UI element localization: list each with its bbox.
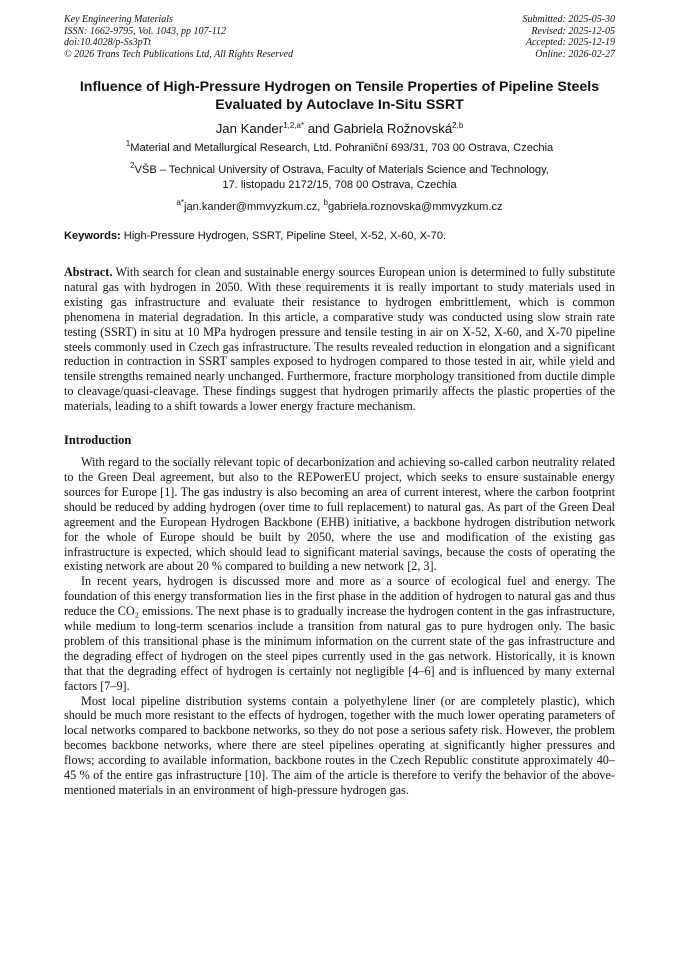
affiliation-2 xyxy=(64,163,615,193)
dates-info xyxy=(523,14,616,60)
author-separator: and xyxy=(304,121,334,136)
issn-line: ISSN: 1662-9795, Vol. 1043, pp 107-112 xyxy=(64,25,227,37)
affiliation-1 xyxy=(64,141,615,156)
introduction-paragraph-1: With regard to the socially relevant topic of decarbonization and achieving so-called carbon neutrality related to the Green Deal agreement, but also to the REPowerEU project, which seeks to ensure sustainable energy sources for Europe [1]. The gas industry is also becoming an area of current interest, where the carbon footprint should be reduced by adding hydrogen (over time to full replacement) to natural gas. As part of the Green Deal agreement and the European Hydrogen Backbone (EHB) initiative, a backbone hydrogen distribution network for the whole of Europe should be built by 2050, where the use and modification of the existing gas infrastructure is expected, which should lead to significant material savings, because the costs of operating the existing network are about 20 % compared to building a new network [2, 3]. xyxy=(64,455,615,574)
author-name: Jan Kander xyxy=(215,121,284,136)
copyright-line: © 2026 Trans Tech Publications Ltd, All Rights Reserved xyxy=(64,48,293,60)
email-superscript: b xyxy=(323,198,328,207)
revised-date: Revised: 2025-12-05 xyxy=(531,25,615,37)
abstract-label: Abstract. xyxy=(64,265,113,279)
affiliation-text: Material and Metallurgical Research, Ltd. Pohraniční 693/31, 703 00 Ostrava, Czechia xyxy=(130,142,554,154)
introduction-heading: Introduction xyxy=(64,433,132,448)
author-superscript: 1,2,a* xyxy=(283,121,305,130)
author-name: Gabriela Rožnovská xyxy=(333,121,453,136)
affiliation-2-line-2: 17. listopadu 2172/15, 708 00 Ostrava, Czechia xyxy=(222,179,457,191)
affiliation-superscript: 1 xyxy=(125,139,131,148)
paper-page xyxy=(64,14,615,798)
keywords-text: High-Pressure Hydrogen, SSRT, Pipeline Steel, X-52, X-60, X-70. xyxy=(120,230,447,242)
keywords xyxy=(64,229,615,244)
keywords-label: Keywords: xyxy=(64,230,121,242)
online-date: Online: 2026-02-27 xyxy=(535,48,615,60)
author-superscript: 2,b xyxy=(452,121,464,130)
accepted-date: Accepted: 2025-12-19 xyxy=(525,37,615,48)
affiliation-superscript: 2 xyxy=(130,161,135,170)
journal-info xyxy=(64,14,293,60)
email-superscript: a* xyxy=(176,198,184,207)
author-line xyxy=(64,120,615,137)
email-link-b[interactable]: gabriela.roznovska@mmvyzkum.cz xyxy=(327,201,503,213)
introduction-paragraph-2: In recent years, hydrogen is discussed more and more as a source of ecological fuel and energy. The foundation of this energy transformation lies in the first phase in the addition of hydrogen to natural gas and thus reduce the CO₂ emissions. The next phase is to gradually increase the hydrogen content in the gas infrastructure, while medium to long-term scenarios include a transition from natural gas to pure hydrogen only. The basic problem of this transitional phase is the minimum information on the current state of the gas infrastructure and the degrading effect of hydrogen on the steel pipes currently used in the gas network. Historically, it is known that that the degrading effect of hydrogen is certainly not negligible [4–6] and is influenced by many external factors [7–9]. xyxy=(64,574,615,693)
submitted-date: Submitted: 2025-05-30 xyxy=(522,14,615,25)
affiliation-2-line-1 xyxy=(64,163,615,178)
running-header xyxy=(64,14,615,60)
email-link-a[interactable]: jan.kander@mmvyzkum.cz, xyxy=(183,201,324,213)
affiliation-text: VŠB – Technical University of Ostrava, Faculty of Materials Science and Technology, xyxy=(134,164,549,176)
journal-name: Key Engineering Materials xyxy=(64,14,173,25)
doi-line[interactable]: doi:10.4028/p-Ss3pTt xyxy=(64,37,151,48)
abstract-text: With search for clean and sustainable energy sources European union is determined to fully substitute natural gas with hydrogen in 2050. With these requirements it is really important to study materials used in existing gas infrastructure and evaluate their resistance to hydrogen embrittlement, which is common phenomena in material degradation. In this article, a comparative study was conducted using slow strain rate testing (SSRT) in situ at 10 MPa hydrogen pressure and tensile testing in air on X-52, X-60, and X-70 pipeline steels commonly used in Czech gas infrastructure. The results revealed reduction in elongation and a significant reduction in contraction in SSRT samples exposed to hydrogen compared to those tested in air, while yield and tensile strengths remained nearly unchanged. Furthermore, fracture morphology transitioned from ductile dimple to cleavage/quasi-cleavage. These findings suggest that hydrogen primarily affects the plastic properties of the materials, leading to a shift towards a lower energy fracture mechanism. xyxy=(64,265,615,414)
introduction-paragraph-3: Most local pipeline distribution systems contain a polyethylene liner (or are completely plastic), which should be much more resistant to the effects of hydrogen, together with the much lower operating parameters of local networks compared to backbone networks, so they do not pose a serious safety risk. However, the problem becomes backbone networks, where there are steel pipelines operating at significantly higher pressures and flows; according to available information, backbone routes in the Czech Republic constitute approximately 40–45 % of the entire gas infrastructure [10]. The aim of the article is therefore to verify the behavior of the above-mentioned materials in an environment of high-pressure hydrogen gas. xyxy=(64,693,615,797)
email-line xyxy=(64,200,615,215)
paper-title: Influence of High-Pressure Hydrogen on Tensile Properties of Pipeline Steels Evaluated by Autoclave In-Situ SSRT xyxy=(79,79,600,113)
abstract xyxy=(64,265,615,414)
